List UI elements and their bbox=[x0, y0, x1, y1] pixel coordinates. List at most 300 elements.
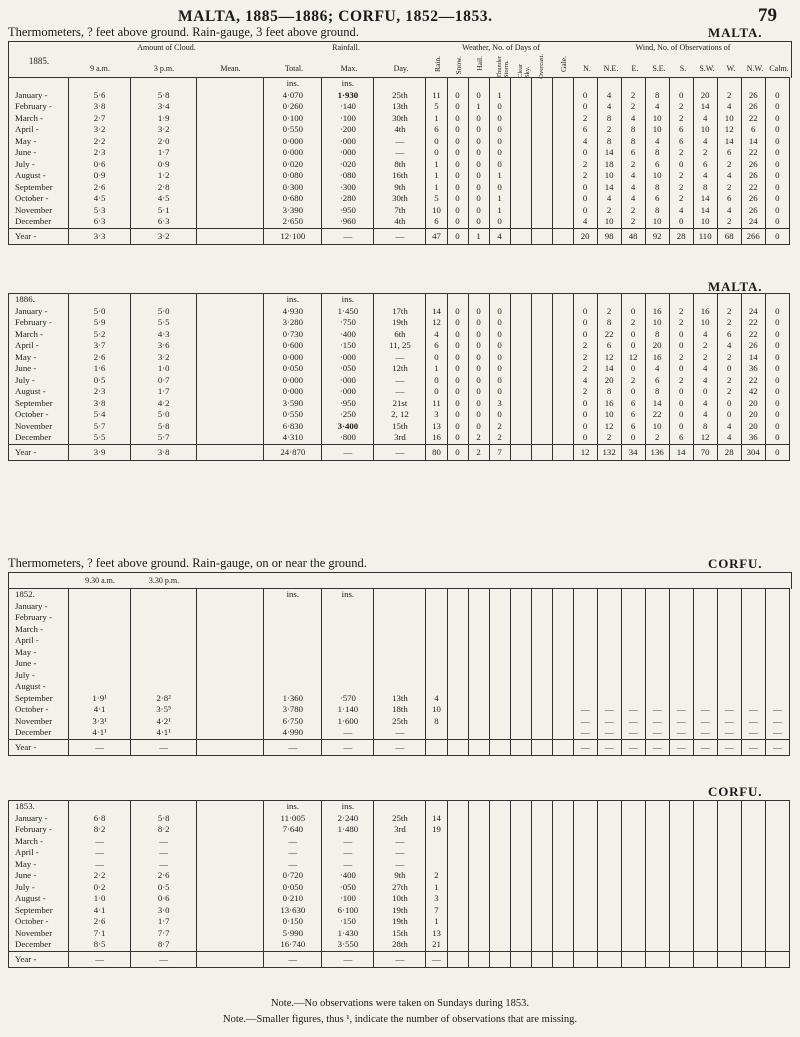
table-cell bbox=[531, 658, 552, 670]
table-cell bbox=[741, 801, 765, 813]
table-cell bbox=[741, 670, 765, 682]
year-total-cell bbox=[765, 951, 789, 967]
table-cell bbox=[552, 193, 573, 205]
month-label: August - bbox=[9, 170, 69, 182]
units-label: ins. bbox=[322, 294, 374, 306]
year-total-cell: — bbox=[426, 951, 447, 967]
table-cell: 1·930 bbox=[322, 90, 374, 102]
table-cell bbox=[510, 589, 531, 601]
table-cell: 22 bbox=[741, 329, 765, 341]
year-total-cell: 12 bbox=[573, 444, 597, 460]
table-cell bbox=[552, 329, 573, 341]
table-cell: 0 bbox=[573, 90, 597, 102]
month-label: June - bbox=[9, 658, 69, 670]
table-cell: 5·2 bbox=[69, 329, 131, 341]
table-cell: 5·7 bbox=[131, 432, 197, 444]
table-cell: 36 bbox=[741, 363, 765, 375]
table-cell: 4th bbox=[374, 216, 426, 228]
table-cell: 13·630 bbox=[264, 905, 322, 917]
table-cell bbox=[693, 870, 717, 882]
table-cell: 3 bbox=[489, 398, 510, 410]
table-cell bbox=[426, 681, 447, 693]
table-cell: 9th bbox=[374, 870, 426, 882]
table-cell bbox=[197, 681, 264, 693]
table-cell: 0 bbox=[468, 363, 489, 375]
year-total-cell: 136 bbox=[645, 444, 669, 460]
month-label: February - bbox=[9, 101, 69, 113]
month-label: October - bbox=[9, 704, 69, 716]
table-cell: 1·9 bbox=[131, 113, 197, 125]
month-label: April - bbox=[9, 847, 69, 859]
table-cell bbox=[717, 612, 741, 624]
table-cell: 0 bbox=[573, 193, 597, 205]
year-total-cell: 3·2 bbox=[131, 228, 197, 244]
table-cell bbox=[741, 847, 765, 859]
table-row bbox=[9, 704, 790, 716]
month-label: July - bbox=[9, 375, 69, 387]
table-row bbox=[9, 624, 790, 636]
table-cell bbox=[717, 681, 741, 693]
table-cell bbox=[510, 813, 531, 825]
table-cell bbox=[552, 624, 573, 636]
table-cell: 6·100 bbox=[322, 905, 374, 917]
month-label: January - bbox=[9, 306, 69, 318]
table-cell bbox=[510, 386, 531, 398]
table-cell: 0 bbox=[765, 398, 789, 410]
table-cell bbox=[597, 916, 621, 928]
table-cell: 16 bbox=[645, 306, 669, 318]
table-cell: 4·3 bbox=[131, 329, 197, 341]
table-cell bbox=[645, 847, 669, 859]
year-total-label: Year - bbox=[9, 739, 69, 755]
table-row bbox=[9, 170, 790, 182]
table-cell bbox=[69, 589, 131, 601]
table-cell: 18 bbox=[597, 159, 621, 171]
table-cell: — bbox=[264, 859, 322, 871]
table-cell: 2 bbox=[669, 113, 693, 125]
table-cell: 8 bbox=[645, 90, 669, 102]
table-cell: ·000 bbox=[322, 386, 374, 398]
table-cell: 0 bbox=[468, 317, 489, 329]
table-cell bbox=[552, 386, 573, 398]
year-total-row bbox=[9, 739, 790, 755]
table-cell bbox=[597, 905, 621, 917]
month-label: November bbox=[9, 205, 69, 217]
table-cell: 0 bbox=[765, 363, 789, 375]
year-total-row bbox=[9, 444, 790, 460]
table-row bbox=[9, 716, 790, 728]
table-cell bbox=[489, 693, 510, 705]
table-cell bbox=[447, 836, 468, 848]
table-cell bbox=[621, 916, 645, 928]
table-row bbox=[9, 670, 790, 682]
table-cell: 1·7 bbox=[131, 386, 197, 398]
malta-1885-table bbox=[8, 77, 790, 245]
table-cell bbox=[693, 612, 717, 624]
table-cell bbox=[510, 90, 531, 102]
table-cell bbox=[552, 916, 573, 928]
table-cell: 0·2 bbox=[69, 882, 131, 894]
table-cell: 0 bbox=[489, 182, 510, 194]
table-cell bbox=[531, 681, 552, 693]
table-cell bbox=[489, 612, 510, 624]
table-cell bbox=[510, 693, 531, 705]
table-cell bbox=[741, 824, 765, 836]
table-cell bbox=[510, 647, 531, 659]
table-cell bbox=[621, 647, 645, 659]
table-cell: 6·8 bbox=[69, 813, 131, 825]
malta-1886-table bbox=[8, 293, 790, 461]
table-cell: 2 bbox=[669, 375, 693, 387]
table-cell: 0 bbox=[489, 317, 510, 329]
table-cell bbox=[552, 939, 573, 951]
table-row bbox=[9, 836, 790, 848]
table-cell bbox=[510, 193, 531, 205]
year-total-cell: — bbox=[264, 951, 322, 967]
table-cell: 0 bbox=[447, 363, 468, 375]
corfu-subtitle: Thermometers, ? feet above ground. Rain-gauge, on or near the ground. bbox=[8, 556, 367, 570]
table-cell: 2 bbox=[669, 182, 693, 194]
table-cell bbox=[468, 681, 489, 693]
table-row bbox=[9, 375, 790, 387]
table-cell bbox=[468, 882, 489, 894]
page-number: 79 bbox=[758, 5, 777, 26]
table-cell: 16 bbox=[693, 306, 717, 318]
table-cell: 6 bbox=[426, 124, 447, 136]
table-row bbox=[9, 182, 790, 194]
table-cell: — bbox=[131, 847, 197, 859]
table-cell: 2 bbox=[597, 432, 621, 444]
table-cell: 26 bbox=[741, 193, 765, 205]
table-cell bbox=[621, 624, 645, 636]
table-cell: 3·8 bbox=[69, 398, 131, 410]
table-cell bbox=[765, 847, 789, 859]
table-cell bbox=[552, 101, 573, 113]
table-cell: 2 bbox=[717, 182, 741, 194]
table-cell bbox=[447, 647, 468, 659]
table-cell: 0 bbox=[468, 340, 489, 352]
corfu-tag: CORFU. bbox=[708, 556, 763, 571]
table-cell: 0 bbox=[426, 352, 447, 364]
table-cell: ·000 bbox=[322, 147, 374, 159]
table-cell bbox=[645, 836, 669, 848]
table-cell bbox=[510, 136, 531, 148]
table-cell: 5·7 bbox=[69, 421, 131, 433]
table-cell bbox=[197, 90, 264, 102]
table-cell bbox=[510, 147, 531, 159]
table-cell bbox=[693, 647, 717, 659]
table-cell bbox=[573, 601, 597, 613]
table-cell: 0 bbox=[489, 306, 510, 318]
table-row bbox=[9, 893, 790, 905]
table-cell: 6 bbox=[621, 398, 645, 410]
month-label: March - bbox=[9, 113, 69, 125]
table-cell: 10 bbox=[645, 170, 669, 182]
table-cell: 2 bbox=[573, 113, 597, 125]
table-cell: 2 bbox=[717, 317, 741, 329]
table-cell: 6 bbox=[669, 136, 693, 148]
table-cell bbox=[621, 589, 645, 601]
table-cell: 5 bbox=[426, 101, 447, 113]
month-label: March - bbox=[9, 836, 69, 848]
table-cell bbox=[322, 681, 374, 693]
table-row bbox=[9, 693, 790, 705]
units-label: ins. bbox=[322, 589, 374, 601]
month-label: September bbox=[9, 905, 69, 917]
table-cell: — bbox=[717, 716, 741, 728]
table-cell: 5·3 bbox=[69, 205, 131, 217]
table-cell bbox=[552, 635, 573, 647]
month-label: July - bbox=[9, 159, 69, 171]
table-cell: 0 bbox=[426, 375, 447, 387]
month-label: December bbox=[9, 727, 69, 739]
table-cell bbox=[693, 813, 717, 825]
table-cell: 14 bbox=[645, 398, 669, 410]
units-label: ins. bbox=[322, 78, 374, 90]
table-cell bbox=[552, 78, 573, 90]
table-cell: — bbox=[573, 716, 597, 728]
table-cell: 4 bbox=[717, 340, 741, 352]
table-cell: 6 bbox=[669, 124, 693, 136]
year-total-cell: 34 bbox=[621, 444, 645, 460]
year-total-cell: — bbox=[693, 739, 717, 755]
table-cell: 0·600 bbox=[264, 340, 322, 352]
table-cell: 22 bbox=[645, 409, 669, 421]
table-cell bbox=[531, 340, 552, 352]
table-cell: 5·0 bbox=[131, 306, 197, 318]
table-cell: 5·4 bbox=[69, 409, 131, 421]
table-cell: — bbox=[131, 836, 197, 848]
year-total-cell: 48 bbox=[621, 228, 645, 244]
table-cell: 8·7 bbox=[131, 939, 197, 951]
col-930am: 9.30 a.m. bbox=[85, 576, 115, 585]
table-cell bbox=[531, 193, 552, 205]
table-cell bbox=[489, 716, 510, 728]
table-cell: 26 bbox=[741, 340, 765, 352]
table-cell: 0·300 bbox=[264, 182, 322, 194]
year-total-cell bbox=[426, 739, 447, 755]
table-cell: 20 bbox=[741, 409, 765, 421]
table-cell: 0 bbox=[621, 340, 645, 352]
table-cell: — bbox=[374, 727, 426, 739]
table-cell bbox=[597, 859, 621, 871]
table-cell: 6 bbox=[693, 159, 717, 171]
table-cell bbox=[621, 658, 645, 670]
table-cell bbox=[765, 693, 789, 705]
table-cell bbox=[197, 905, 264, 917]
table-cell bbox=[197, 893, 264, 905]
table-cell: 0·000 bbox=[264, 375, 322, 387]
table-cell: 0 bbox=[489, 352, 510, 364]
table-cell bbox=[531, 647, 552, 659]
year-total-cell: — bbox=[741, 739, 765, 755]
table-cell bbox=[765, 78, 789, 90]
year-total-cell: 28 bbox=[669, 228, 693, 244]
table-cell bbox=[552, 352, 573, 364]
table-cell: — bbox=[621, 716, 645, 728]
table-cell bbox=[197, 647, 264, 659]
month-label: May - bbox=[9, 352, 69, 364]
table-cell bbox=[645, 589, 669, 601]
table-cell bbox=[197, 601, 264, 613]
table-cell bbox=[322, 670, 374, 682]
table-cell: 0·9 bbox=[131, 159, 197, 171]
table-cell: 0 bbox=[765, 159, 789, 171]
table-cell bbox=[573, 681, 597, 693]
table-cell bbox=[489, 624, 510, 636]
table-cell: 24 bbox=[741, 306, 765, 318]
table-cell: 4·1 bbox=[69, 905, 131, 917]
table-cell bbox=[645, 813, 669, 825]
year-total-cell: 98 bbox=[597, 228, 621, 244]
table-cell bbox=[741, 612, 765, 624]
year-total-cell: 3·9 bbox=[69, 444, 131, 460]
table-cell: — bbox=[322, 847, 374, 859]
table-cell bbox=[197, 670, 264, 682]
table-cell: 8 bbox=[645, 205, 669, 217]
month-label: July - bbox=[9, 882, 69, 894]
table-cell bbox=[621, 939, 645, 951]
table-cell bbox=[197, 716, 264, 728]
table-cell: 1·600 bbox=[322, 716, 374, 728]
table-cell: — bbox=[645, 727, 669, 739]
table-cell: 26 bbox=[741, 170, 765, 182]
table-cell: 0 bbox=[489, 159, 510, 171]
table-cell: 19th bbox=[374, 905, 426, 917]
table-cell: 12th bbox=[374, 363, 426, 375]
table-cell bbox=[510, 601, 531, 613]
table-cell: 36 bbox=[741, 432, 765, 444]
table-cell bbox=[197, 306, 264, 318]
table-cell bbox=[374, 801, 426, 813]
note-sundays: Note.—No observations were taken on Sundays during 1853. bbox=[270, 998, 530, 1009]
table-cell: 0 bbox=[468, 113, 489, 125]
table-cell bbox=[197, 847, 264, 859]
year-total-cell: 80 bbox=[426, 444, 447, 460]
table-cell: 2 bbox=[573, 170, 597, 182]
table-cell bbox=[510, 704, 531, 716]
table-cell: 12 bbox=[426, 317, 447, 329]
table-cell bbox=[322, 624, 374, 636]
table-cell bbox=[765, 294, 789, 306]
table-cell: 6 bbox=[717, 147, 741, 159]
table-cell: 6·830 bbox=[264, 421, 322, 433]
table-cell: 10 bbox=[693, 124, 717, 136]
year-label: 1852. bbox=[9, 589, 69, 601]
table-cell: 0·100 bbox=[264, 113, 322, 125]
month-label: November bbox=[9, 421, 69, 433]
table-cell: 15th bbox=[374, 421, 426, 433]
table-cell bbox=[531, 182, 552, 194]
table-cell bbox=[447, 813, 468, 825]
table-cell bbox=[717, 905, 741, 917]
table-cell bbox=[489, 939, 510, 951]
table-cell: 4 bbox=[693, 113, 717, 125]
table-cell bbox=[645, 905, 669, 917]
month-label: April - bbox=[9, 124, 69, 136]
table-cell bbox=[741, 294, 765, 306]
table-cell bbox=[489, 916, 510, 928]
year-total-cell bbox=[573, 951, 597, 967]
table-cell: 6 bbox=[621, 421, 645, 433]
year-total-cell: 304 bbox=[741, 444, 765, 460]
table-cell bbox=[741, 601, 765, 613]
table-cell: 14 bbox=[426, 813, 447, 825]
table-cell: 10 bbox=[597, 216, 621, 228]
year-total-cell: 0 bbox=[765, 228, 789, 244]
year-total-cell: — bbox=[597, 739, 621, 755]
table-cell: 0 bbox=[489, 386, 510, 398]
table-cell: 13th bbox=[374, 693, 426, 705]
table-cell bbox=[510, 727, 531, 739]
year-label: 1886. bbox=[9, 294, 69, 306]
table-cell bbox=[621, 836, 645, 848]
table-cell bbox=[531, 147, 552, 159]
table-cell bbox=[531, 847, 552, 859]
table-cell bbox=[531, 294, 552, 306]
corfu-1853-table bbox=[8, 800, 790, 968]
table-cell: 0 bbox=[573, 421, 597, 433]
table-cell bbox=[552, 893, 573, 905]
table-cell bbox=[531, 870, 552, 882]
table-cell bbox=[552, 113, 573, 125]
table-cell bbox=[489, 847, 510, 859]
table-cell: 3·0 bbox=[131, 905, 197, 917]
table-cell bbox=[468, 893, 489, 905]
table-cell: 0 bbox=[468, 421, 489, 433]
table-cell: 11·005 bbox=[264, 813, 322, 825]
table-cell bbox=[69, 635, 131, 647]
table-cell: 0 bbox=[447, 329, 468, 341]
table-cell: 0 bbox=[573, 147, 597, 159]
table-cell: 4·990 bbox=[264, 727, 322, 739]
table-cell: 11 bbox=[426, 398, 447, 410]
table-cell: 6 bbox=[645, 159, 669, 171]
table-cell bbox=[447, 939, 468, 951]
table-row bbox=[9, 193, 790, 205]
year-total-cell: — bbox=[645, 739, 669, 755]
year-total-cell bbox=[531, 228, 552, 244]
table-cell bbox=[552, 670, 573, 682]
table-row bbox=[9, 859, 790, 871]
table-cell: 2·3 bbox=[69, 147, 131, 159]
table-cell: 3rd bbox=[374, 824, 426, 836]
table-row bbox=[9, 124, 790, 136]
table-cell bbox=[552, 363, 573, 375]
table-cell: 22 bbox=[597, 329, 621, 341]
table-row bbox=[9, 363, 790, 375]
cloud-group-label: Amount of Cloud. bbox=[137, 43, 196, 52]
table-cell bbox=[645, 78, 669, 90]
table-row bbox=[9, 386, 790, 398]
table-cell: 5·990 bbox=[264, 928, 322, 940]
year-total-cell: — bbox=[573, 739, 597, 755]
year-total-cell bbox=[510, 444, 531, 460]
table-cell bbox=[573, 589, 597, 601]
table-cell: ·080 bbox=[322, 170, 374, 182]
table-cell: 4 bbox=[573, 375, 597, 387]
table-cell bbox=[510, 170, 531, 182]
table-cell bbox=[717, 294, 741, 306]
table-cell: 7·7 bbox=[131, 928, 197, 940]
table-cell: 3·2 bbox=[131, 124, 197, 136]
table-cell bbox=[468, 847, 489, 859]
table-cell bbox=[597, 882, 621, 894]
table-cell: 0 bbox=[489, 329, 510, 341]
table-cell: 6 bbox=[717, 329, 741, 341]
table-cell: 2 bbox=[621, 205, 645, 217]
table-cell: 5·8 bbox=[131, 813, 197, 825]
